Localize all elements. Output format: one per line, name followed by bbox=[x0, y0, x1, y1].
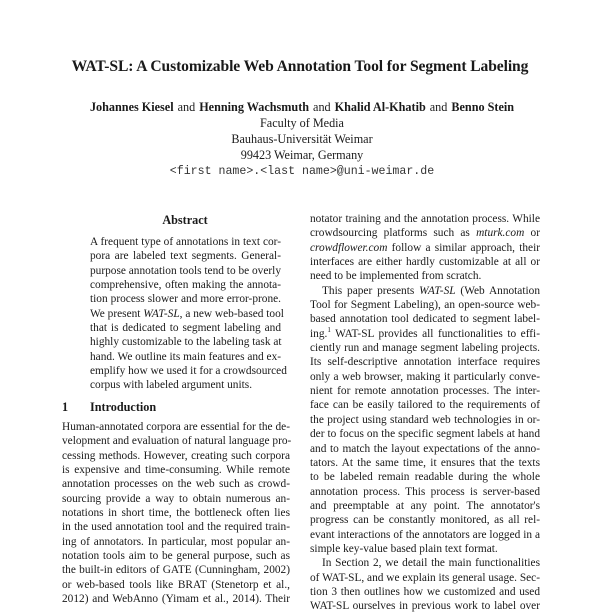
affiliation-university: Bauhaus-Universität Weimar bbox=[231, 132, 373, 147]
author-list bbox=[0, 99, 600, 115]
author-name: Henning Wachsmuth bbox=[199, 100, 310, 114]
text-line: emplify how we used it for a crowdsourced bbox=[90, 365, 287, 378]
text-line: notations in short time, the bottleneck often lies bbox=[62, 507, 290, 520]
text-line: velopment and evaluation of natural language pro- bbox=[62, 435, 292, 448]
text-line: only a web browser, making it particularly conve- bbox=[310, 370, 540, 383]
text-line: tators. At the same time, it ensures that the texts bbox=[310, 456, 540, 469]
text-line: nient for remote annotation processes. The inter- bbox=[310, 385, 540, 398]
affiliation-block bbox=[0, 115, 600, 180]
author-separator: and bbox=[429, 100, 448, 114]
right-column-text bbox=[310, 212, 540, 614]
text-line: Human-annotated corpora are essential for the de- bbox=[62, 421, 290, 433]
text-line: evant interactions of the annotators are logged in a bbox=[310, 528, 540, 541]
text-line: tion 3 then outlines how we customized and used bbox=[310, 585, 540, 598]
author-name: Benno Stein bbox=[451, 100, 515, 114]
text-line: based annotation tool dedicated to segment label- bbox=[310, 313, 540, 326]
text-line: and to match the layout expectations of the anno- bbox=[310, 442, 540, 455]
text-line: annotation process. This process is server-based bbox=[310, 485, 540, 498]
paper-title: WAT-SL: A Customizable Web Annotation Tool for Segment Labeling bbox=[71, 58, 529, 75]
author-email: <first name>.<last name>@uni-weimar.de bbox=[169, 164, 435, 178]
text-line: the project using standard web technologies in or- bbox=[310, 413, 540, 426]
text-line: tion process slower and more error-prone. bbox=[90, 293, 281, 306]
text-line: to be labeled remain readable during the whole bbox=[310, 471, 540, 484]
text-line: purpose annotation tools tend to be overly bbox=[90, 264, 281, 277]
text-line: highly customizable to the labeling task at bbox=[90, 336, 282, 349]
text-line: corpus with labeled argument units. bbox=[90, 379, 253, 392]
text-line: notator training and the annotation process. While bbox=[310, 213, 540, 225]
affiliation-address: 99423 Weimar, Germany bbox=[240, 148, 364, 163]
section-heading bbox=[62, 400, 156, 415]
text-line: or web-based tools like BRAT (Stenetorp et al., bbox=[62, 578, 290, 591]
text-line: cessing methods. However, creating such corpora bbox=[62, 449, 290, 462]
text-line: and preemptable at any point. The annotator's bbox=[310, 499, 540, 512]
text-line: is expensive and time-consuming. While remote bbox=[62, 464, 290, 477]
text-line: Tool for Segment Labeling), an open-source web- bbox=[310, 299, 540, 312]
affiliation-faculty: Faculty of Media bbox=[260, 116, 344, 130]
text-line: interfaces are either hardly customizable at all or bbox=[310, 256, 540, 269]
text-line: notation tools aim to be general purpose, such as bbox=[62, 550, 290, 563]
text-line: We present WAT-SL, a new web-based tool bbox=[90, 307, 284, 320]
abstract-body bbox=[90, 235, 287, 393]
text-line: the built-in editors of GATE (Cunningham, 2002) bbox=[62, 564, 290, 577]
text-line: ciently run and manage segment labeling projects. bbox=[310, 342, 540, 355]
text-line: der to focus on the specific segment labels at hand bbox=[310, 428, 540, 441]
text-line: In Section 2, we detail the main functionalities bbox=[322, 557, 540, 570]
text-line: annotation processes on the web such as crowd- bbox=[62, 478, 290, 491]
text-line: need to be implemented from scratch. bbox=[310, 270, 482, 283]
text-line: sourcing provide a way to obtain numerous an- bbox=[62, 492, 290, 505]
text-line: of WAT-SL, and we explain its general usage. Sec- bbox=[310, 571, 540, 584]
text-line: crowdflower.com follow a similar approach, their bbox=[310, 241, 540, 254]
section-number: 1 bbox=[62, 400, 69, 414]
text-line: pora are labeled text segments. General- bbox=[90, 250, 281, 263]
text-line: 2012) and WebAnno (Yimam et al., 2014). Their bbox=[62, 593, 290, 606]
text-line: progress can be constantly monitored, as all rel- bbox=[310, 514, 540, 527]
text-line: that is dedicated to segment labeling and bbox=[90, 322, 281, 335]
text-line: A frequent type of annotations in text cor- bbox=[90, 236, 281, 248]
text-line: ing.$^1$ WAT-SL provides all functionalities to effi- bbox=[310, 325, 540, 340]
text-line: in the used annotation tool and the required train- bbox=[62, 521, 290, 534]
text-line: crowdsourcing platforms such as mturk.com or bbox=[310, 227, 540, 240]
author-name: Khalid Al-Khatib bbox=[334, 100, 426, 114]
text-line: Its self-descriptive annotation interface requires bbox=[310, 356, 540, 369]
text-line: comprehensive, often making the annota- bbox=[90, 279, 281, 292]
text-line: ing of annotators. In particular, most popular an- bbox=[62, 535, 290, 548]
text-line: simple key-value based plain text format. bbox=[310, 542, 498, 555]
text-line: WAT-SL ourselves in previous work to label over bbox=[310, 600, 540, 613]
author-separator: and bbox=[177, 100, 196, 114]
abstract-heading: Abstract bbox=[162, 213, 208, 227]
author-separator: and bbox=[313, 100, 331, 114]
author-name: Johannes Kiesel bbox=[89, 100, 174, 114]
section-title: Introduction bbox=[90, 400, 157, 414]
text-line: face can be easily tailored to the requirements of bbox=[310, 399, 540, 412]
text-line: hand. We outline its main features and ex- bbox=[90, 350, 282, 363]
left-column-text bbox=[62, 420, 290, 606]
text-line: This paper presents WAT-SL (Web Annotation bbox=[322, 284, 540, 297]
